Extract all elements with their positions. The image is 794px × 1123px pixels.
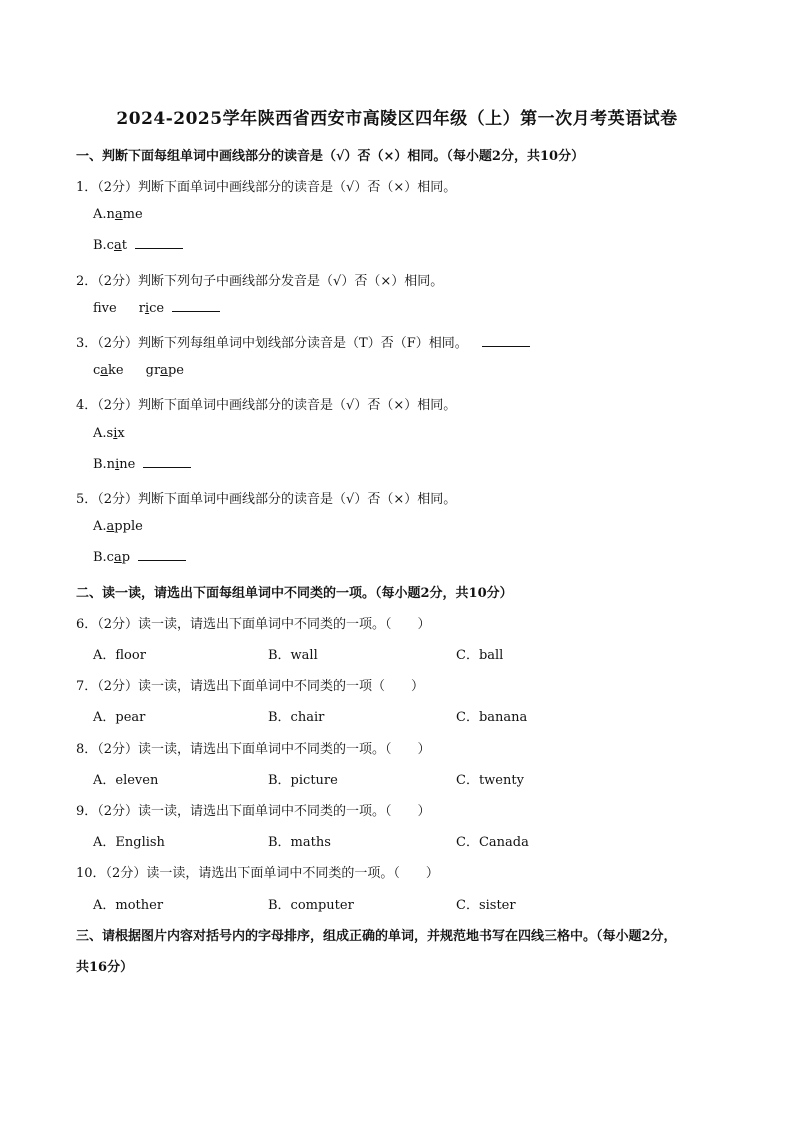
- question-9-option-b[interactable]: B．maths: [268, 835, 331, 850]
- question-10-option-c[interactable]: C．sister: [456, 898, 516, 913]
- section-2-heading: 二、读一读，请选出下面每组单词中不同类的一项。（每小题2分，共10分）: [76, 586, 513, 601]
- question-2-stem: 2．（2分）判断下列句子中画线部分发音是（√）否（×）相同。: [76, 274, 444, 289]
- question-10-option-b[interactable]: B．computer: [268, 898, 354, 913]
- question-9-stem: 9．（2分）读一读，请选出下面单词中不同类的一项。（ ）: [76, 804, 431, 819]
- question-10-stem: 10．（2分）读一读，请选出下面单词中不同类的一项。（ ）: [76, 866, 439, 881]
- question-6-option-b[interactable]: B．wall: [268, 648, 318, 663]
- question-9-option-c[interactable]: C．Canada: [456, 835, 529, 850]
- question-6-option-a[interactable]: A．floor: [93, 648, 146, 663]
- question-4-option-a: A.six: [93, 426, 125, 441]
- section-3-heading: 三、请根据图片内容对括号内的字母排序，组成正确的单词，并规范地书写在四线三格中。（每小题2分，: [76, 929, 677, 944]
- answer-blank[interactable]: [172, 301, 220, 312]
- section-3-heading-cont: 共16分）: [76, 960, 134, 975]
- answer-blank[interactable]: [482, 336, 530, 347]
- question-3-stem: 3．（2分）判断下列每组单词中划线部分读音是（T）否（F）相同。: [76, 332, 530, 351]
- question-1-stem: 1．（2分）判断下面单词中画线部分的读音是（√）否（×）相同。: [76, 180, 457, 195]
- question-8-option-b[interactable]: B．picture: [268, 773, 338, 788]
- question-4-option-b: B.nine: [93, 457, 191, 472]
- question-2-words: fve rice: [93, 301, 220, 316]
- question-5-option-a: A.apple: [93, 519, 143, 534]
- answer-blank[interactable]: [143, 457, 191, 468]
- question-1-option-a: A.name: [93, 207, 143, 222]
- page-title: 2024-2025学年陕西省西安市高陵区四年级（上）第一次月考英语试卷: [116, 109, 678, 129]
- question-5-option-b: B.cap: [93, 550, 186, 565]
- answer-blank[interactable]: [135, 238, 183, 249]
- answer-blank[interactable]: [138, 550, 186, 561]
- question-8-option-a[interactable]: A．eleven: [93, 773, 159, 788]
- question-7-option-a[interactable]: A．pear: [93, 710, 146, 725]
- section-1-heading: 一、判断下面每组单词中画线部分的读音是（√）否（×）相同。（每小题2分，共10分）: [76, 149, 585, 164]
- question-7-option-b[interactable]: B．chair: [268, 710, 325, 725]
- question-6-option-c[interactable]: C．ball: [456, 648, 504, 663]
- question-7-stem: 7．（2分）读一读，请选出下面单词中不同类的一项（ ）: [76, 679, 425, 694]
- question-7-option-c[interactable]: C．banana: [456, 710, 528, 725]
- question-1-option-b: B.cat: [93, 238, 183, 253]
- question-5-stem: 5．（2分）判断下面单词中画线部分的读音是（√）否（×）相同。: [76, 492, 457, 507]
- question-9-option-a[interactable]: A．English: [93, 835, 165, 850]
- question-4-stem: 4．（2分）判断下面单词中画线部分的读音是（√）否（×）相同。: [76, 398, 457, 413]
- question-10-option-a[interactable]: A．mother: [93, 898, 164, 913]
- question-3-words: cake grape: [93, 363, 184, 378]
- question-8-stem: 8．（2分）读一读，请选出下面单词中不同类的一项。（ ）: [76, 742, 431, 757]
- question-8-option-c[interactable]: C．twenty: [456, 773, 524, 788]
- question-6-stem: 6．（2分）读一读，请选出下面单词中不同类的一项。（ ）: [76, 617, 431, 632]
